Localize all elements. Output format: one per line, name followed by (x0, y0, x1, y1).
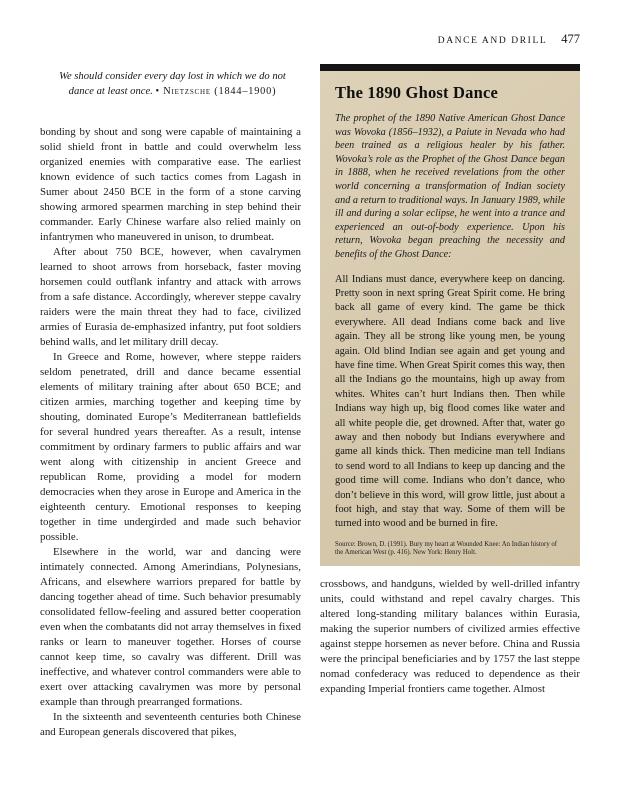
right-column (320, 62, 580, 740)
sidebar-top-bar (320, 64, 580, 71)
epigraph-attribution: • Nietzsche (1844–1900) (155, 85, 277, 97)
sidebar-intro-text: The prophet of the 1890 Native American Ghost Dance was Wovoka (1856–1932), a Paiute in Nevada who had been trained as a religious healer by his father. Wovoka’s role as the Prophet of the Ghost Dance began in 1888, when he received revelations from the other world concerning a transformation of Indian society and a return to traditional ways. In January 1989, while ill and during a solar eclipse, he went into a trance and experienced an out-of-body experience. Upon his return, Wovoka began preaching the necessity and benefits of the Ghost Dance: (335, 113, 565, 260)
sidebar-quote-text: All Indians must dance, everywhere keep on dancing. Pretty soon in next spring Great Spirit come. He bring back all game of every kind. The game be thick everywhere. All dead Indians come back and live again. They all be strong like young men, be young again. Old blind Indian see again and get young and have fine time. When Great Spirit comes this way, then all the Indians go the mountains, high up away from whites. Whites can’t hurt Indians then. Then while Indians way high up, big flood comes like water and all white people die, get drowned. After that, water go away and then nobody but Indians everywhere and game all kinds thick. Then medicine man tell Indians to send word to all Indians to keep up dancing and the good time will come. Indians who don’t dance, who don’t believe in this word, will grow little, just about a foot high, and stay that way. Some of them will be turned into wood and be burned in fire. (335, 273, 565, 530)
sidebar-body (320, 71, 580, 566)
body-paragraph: bonding by shout and song were capable of maintaining a solid shield front in battle and could overwhelm less organized enemies with comparative ease. The earliest known evidence of such tactics comes from Lagash in Sumer about 2450 BCE in the form of a stone carving showing armored spearmen marching in step behind their commander. Early Chinese warfare also relied mainly on infantrymen who maneuvered in unison, to drumbeat. (40, 126, 301, 243)
body-paragraph: After about 750 BCE, however, when cavalrymen learned to shoot arrows from horseback, faster moving horsemen could outflank infantry and attack with arrows from a safe distance. Accordingly, wherever steppe cavalry raiders were the main threat they had to face, civilized armies of Eurasia de-emphasized infantry, put foot soldiers behind walls, and let military drill decay. (40, 246, 301, 348)
body-paragraph: Elsewhere in the world, war and dancing were intimately connected. Among Amerindians, Polynesians, Africans, and elsewhere warriors prepared for battle by dancing together ahead of time. Such behavior presumably consolidated fellow-feeling and assured better cooperation even when the combatants did not array themselves in fixed ranks or learn to maneuver together. Horses of course cannot keep time, so cavalry was different. Drill was ineffective, and whatever control commanders were able to exert over attacking cavalrymen was more by personal example than through prearranged formations. (40, 546, 301, 708)
page-number: 477 (561, 32, 580, 46)
running-head: DANCE AND DRILL (437, 36, 548, 46)
body-paragraph: crossbows, and handguns, wielded by well-drilled infantry units, could withstand and repel cavalry charges. This altered long-standing military balances within Eurasia, making the superior numbers of civilized armies effective against steppe horsemen as never before. China and Russia were the principal beneficiaries and by 1757 the last steppe nomad confederacy was reduced to dependence as their expanding Imperial frontiers came together. Almost (320, 578, 580, 696)
left-column (40, 62, 301, 740)
ghost-dance-sidebar (320, 64, 580, 566)
sidebar-source-citation: Source: Brown, D. (1991). Bury my heart at Wounded Knee: An Indian history of the American West (p. 416). New York: Henry Holt. (335, 540, 558, 557)
sidebar-title: The 1890 Ghost Dance (335, 83, 499, 102)
two-column-layout (40, 62, 580, 740)
body-paragraph: In Greece and Rome, however, where steppe raiders seldom penetrated, drill and dance became essential elements of military training after about 650 BCE; and citizen armies, marching together and keeping time by shouting, dominated Europe’s Mediterranean battlefields for several hundred years thereafter. As a result, intense commitment by ordinary farmers to public affairs and war went along with citizenship in ancient Greece and republican Rome, providing a model for modern democracies when they arose in Europe and America in the eighteenth century. Emotional responses to keeping together in time undergirded and made such behavior possible. (40, 351, 301, 543)
epigraph-text: We should consider every day lost in which we do not dance at least once. (59, 71, 286, 97)
page-header (40, 30, 580, 48)
body-paragraph: In the sixteenth and seventeenth centuries both Chinese and European generals discovered that pikes, (40, 711, 301, 738)
epigraph (52, 70, 293, 99)
